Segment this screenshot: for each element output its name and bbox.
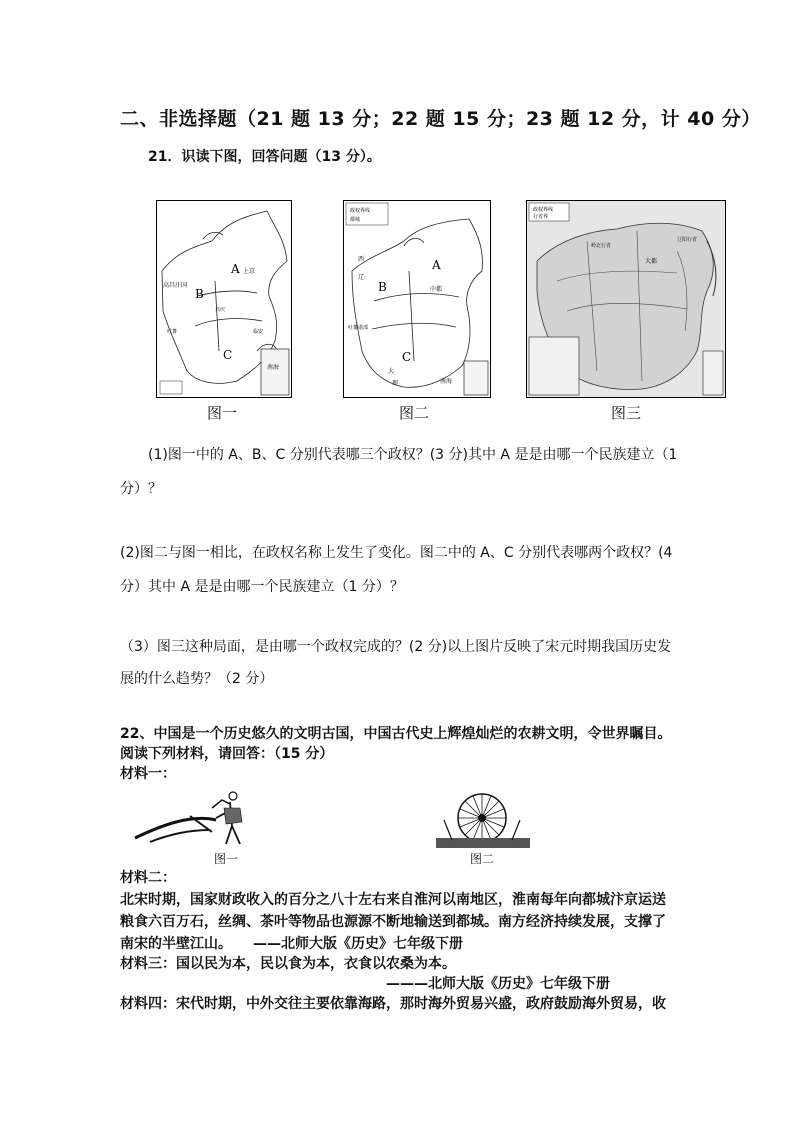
q22-material-2-label: 材料二： [120,870,176,886]
map-2-label-c: C [402,350,412,364]
map-2-label-li: 理 [392,380,399,387]
map-3-label-dadu: 大都 [645,258,658,265]
map-3-caption: 图三 [610,404,641,422]
map-2-label-a: A [432,258,441,272]
map-2-label-b: B [378,280,387,294]
map-2-caption: 图二 [398,404,429,422]
q22-intro-line-2: 阅读下列材料，请回答：（15 分） [120,746,334,762]
q22-material-3-source: ———北师大版《历史》七年级下册 [386,976,610,992]
map-3-legend-province: 行省界 [533,214,549,220]
map-1-label-c: C [223,348,233,362]
q21-question-1-line-1: (1)图一中的 A、B、C 分别代表哪三个政权？(3 分)其中 A 是是由哪一个民族建立（1 [148,447,678,463]
map-1-label-xingqing: 兴庆 [215,307,226,313]
map-2-label-liao: 辽 [358,274,365,281]
map-3-legend-border: 政权界线 [533,207,554,213]
q22-material-3: 材料三：国以民为本，民以食为本，衣食以农桑为本。 [120,956,456,972]
q21-question-3-line-1: （3）图三这种局面，是由哪一个政权完成的？(2 分)以上图片反映了宋元时期我国历史发 [120,639,672,655]
map-3-label-liaoyang: 辽阳行省 [677,237,698,243]
map-1-label-gaochang: 高昌汗国 [163,282,188,289]
q22-material-4: 材料四：宋代时期，中外交往主要依靠海路，那时海外贸易兴盛，政府鼓励海外贸易，收 [120,996,666,1012]
map-2-label-da: 大 [388,368,395,375]
map-2-label-xi: 西 [358,256,365,263]
map-1-label-b: B [195,287,204,301]
question-21-heading: 21．识读下图，回答问题（13 分）。 [148,149,381,165]
map-1-label-shangjing: 上京 [243,268,256,275]
map-2-legend-capital: 都城 [350,217,361,223]
map-2-label-zhongdu: 中都 [430,286,443,293]
map-1-label-nanhai: 南海 [267,364,280,371]
water-wheel-image [434,790,532,850]
q21-question-2-line-1: (2)图二与图一相比，在政权名称上发生了变化。图二中的 A、C 分别代表哪两个政权？(4 [120,545,673,561]
q22-material-2-line-1: 北宋时期，国家财政收入的百分之八十左右来自淮河以南地区，淮南每年向都城汴京运送 [120,892,666,908]
map-2-label-tubo: 吐蕃诸部 [348,325,369,331]
map-1-caption: 图一 [206,404,237,422]
q22-material-2-line-3: 南宋的半壁江山。 ——北师大版《历史》七年级下册 [120,936,463,952]
q21-question-2-line-2: 分）其中 A 是是由哪一个民族建立（1 分）？ [120,579,404,595]
q22-material-1-label: 材料一： [120,766,176,782]
map-1-drawing [157,201,291,397]
map-figure-3 [526,200,726,398]
map-figure-2 [343,200,491,398]
q21-question-3-line-2: 展的什么趋势？（2 分） [120,671,274,687]
map-figure-1 [156,200,292,398]
water-wheel-caption: 图二 [469,852,494,866]
map-3-drawing [527,201,725,397]
map-1-label-tubo: 吐蕃 [167,329,178,335]
q21-question-1-line-2: 分）？ [120,481,162,497]
map-2-drawing [344,201,490,397]
q22-material-2-line-2: 粮食六百万石，丝绸、茶叶等物品也源源不断地输送到都城。南方经济持续发展，支撑了 [120,914,666,930]
map-1-label-linan: 临安 [253,329,264,335]
plough-caption: 图一 [213,852,238,866]
map-1-label-a: A [231,262,240,276]
section-title: 二、非选择题（21 题 13 分；22 题 15 分；23 题 12 分，计 40 分） [120,108,761,130]
map-2-legend-border: 政权界线 [350,208,371,214]
plough-image [130,786,270,848]
map-2-label-nanhai: 南海 [440,378,453,385]
q22-intro-line-1: 22、中国是一个历史悠久的文明古国，中国古代史上辉煌灿烂的农耕文明，令世界瞩目。 [120,726,672,742]
map-3-label-lingbei: 岭北行省 [591,243,612,249]
